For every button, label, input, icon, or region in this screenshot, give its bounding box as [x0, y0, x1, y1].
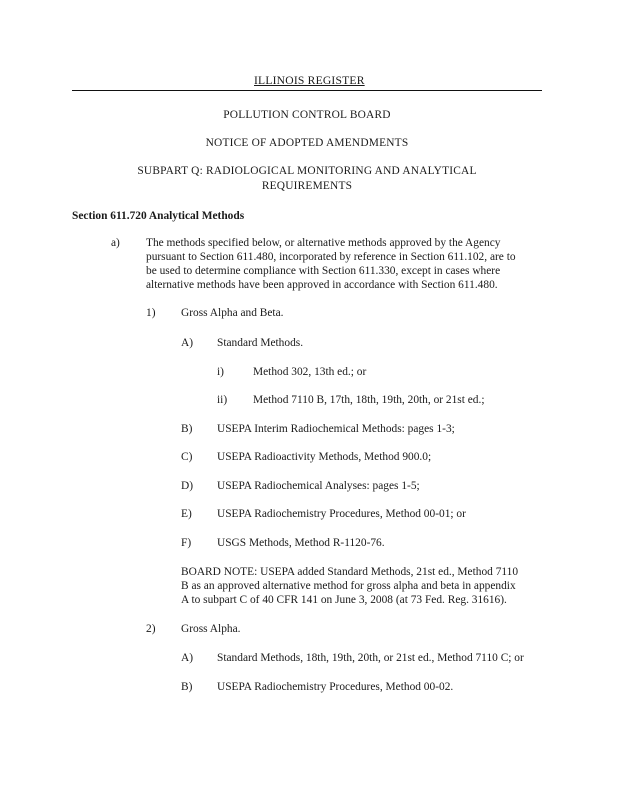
item-1F-text: USGS Methods, Method R-1120-76.: [217, 537, 385, 549]
item-1D-text: USEPA Radiochemical Analyses: pages 1-5;: [217, 480, 420, 492]
subsection-a-line-4: alternative methods have been approved in accordance with Section 611.480.: [146, 279, 498, 291]
item-1C-marker: C): [181, 451, 193, 463]
item-1F-marker: F): [181, 537, 192, 549]
item-1E-text: USEPA Radiochemistry Procedures, Method 00-01; or: [217, 508, 466, 520]
item-1Ai-marker: i): [217, 366, 224, 378]
item-1B-text: USEPA Interim Radiochemical Methods: pages 1-3;: [217, 423, 455, 435]
item-1Aii-marker: ii): [217, 394, 228, 406]
notice-title: NOTICE OF ADOPTED AMENDMENTS: [205, 137, 409, 149]
subpart-title-line2: REQUIREMENTS: [261, 180, 353, 192]
subpart-title-line1: SUBPART Q: RADIOLOGICAL MONITORING AND ANALYTICAL: [137, 165, 477, 177]
item-1E-marker: E): [181, 508, 192, 520]
item-1Ai-text: Method 302, 13th ed.; or: [253, 366, 367, 378]
subsection-a-line-2: pursuant to Section 611.480, incorporated by reference in Section 611.102, are to: [146, 251, 516, 263]
subsection-a-line-1: The methods specified below, or alternative methods approved by the Agency: [146, 237, 501, 249]
item-1Aii-text: Method 7110 B, 17th, 18th, 19th, 20th, or 21st ed.;: [253, 394, 485, 406]
register-title: ILLINOIS REGISTER: [254, 74, 365, 87]
header-rule: [72, 90, 542, 91]
item-2A-text: Standard Methods, 18th, 19th, 20th, or 21st ed., Method 7110 C; or: [217, 652, 524, 664]
item-1-marker: 1): [146, 307, 156, 319]
item-1D-marker: D): [181, 480, 194, 492]
section-heading: Section 611.720 Analytical Methods: [72, 210, 245, 222]
subsection-a-marker: a): [111, 237, 120, 249]
item-1-text: Gross Alpha and Beta.: [181, 307, 284, 319]
item-1A-text: Standard Methods.: [217, 337, 304, 349]
item-1A-marker: A): [181, 337, 194, 349]
item-2-text: Gross Alpha.: [181, 623, 241, 635]
subsection-a-line-3: be used to determine compliance with Section 611.330, except in cases where: [146, 265, 501, 277]
item-1C-text: USEPA Radioactivity Methods, Method 900.0;: [217, 451, 432, 463]
board-note-line-3: A to subpart C of 40 CFR 141 on June 3, 2008 (at 73 Fed. Reg. 31616).: [181, 594, 507, 606]
item-1B-marker: B): [181, 423, 193, 435]
item-2B-text: USEPA Radiochemistry Procedures, Method 00-02.: [217, 681, 454, 693]
board-note-line-2: B as an approved alternative method for gross alpha and beta in appendix: [181, 580, 516, 592]
item-2-marker: 2): [146, 623, 156, 635]
item-2A-marker: A): [181, 652, 194, 664]
item-2B-marker: B): [181, 681, 193, 693]
board-note-line-1: BOARD NOTE: USEPA added Standard Methods, 21st ed., Method 7110: [181, 566, 519, 578]
board-title: POLLUTION CONTROL BOARD: [223, 109, 391, 121]
